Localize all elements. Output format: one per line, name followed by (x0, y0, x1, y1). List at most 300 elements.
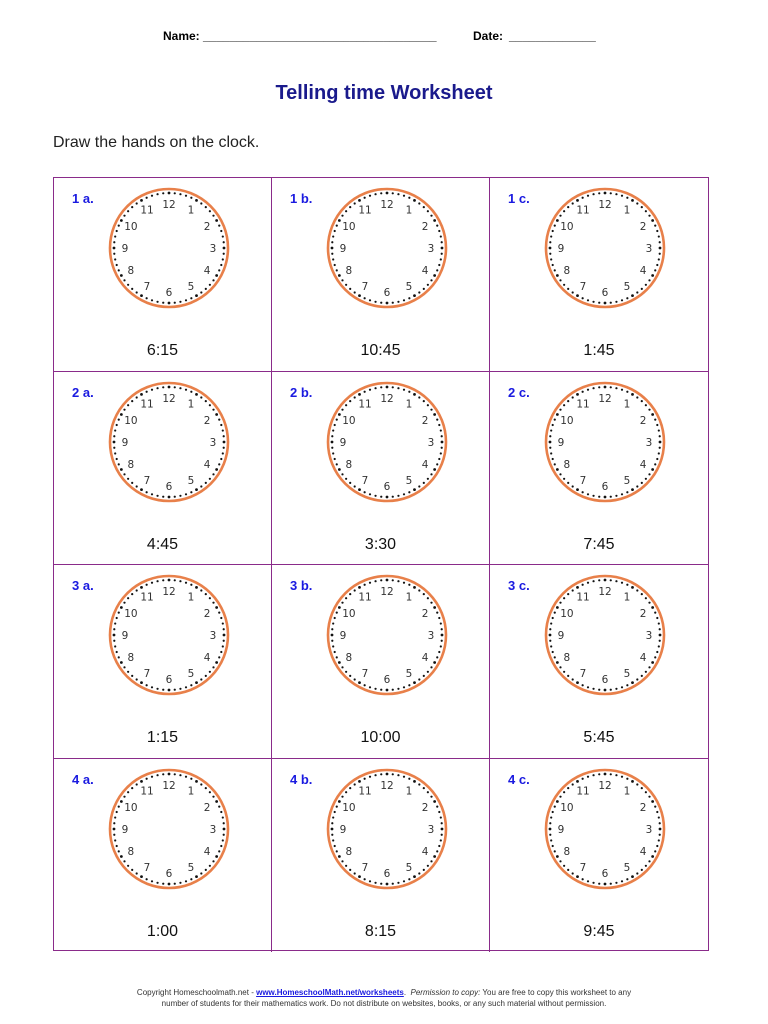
minute-tick (386, 385, 389, 388)
clock-numeral: 5 (623, 280, 631, 293)
minute-tick (114, 816, 116, 818)
minute-tick (374, 580, 376, 582)
minute-tick (397, 193, 399, 195)
minute-tick (550, 452, 552, 454)
minute-tick (332, 235, 334, 237)
minute-tick (345, 210, 347, 212)
clock-numeral: 11 (576, 785, 590, 798)
clock-numeral: 5 (623, 667, 631, 680)
minute-tick (127, 477, 129, 479)
clock-numeral: 1 (623, 785, 631, 798)
minute-tick (174, 192, 176, 194)
minute-tick (408, 197, 410, 199)
minute-tick (114, 429, 116, 431)
minute-tick (200, 783, 202, 785)
clock-numeral: 9 (121, 629, 129, 642)
minute-tick (576, 875, 579, 878)
minute-tick (582, 297, 584, 299)
footer-link[interactable]: www.HomeschoolMath.net/worksheets (256, 988, 404, 997)
minute-tick (549, 247, 552, 250)
minute-tick (179, 387, 181, 389)
clock-face-icon[interactable] (543, 186, 667, 310)
minute-tick (369, 582, 371, 584)
minute-tick (218, 225, 220, 227)
minute-tick (550, 258, 552, 260)
clock-numeral: 3 (645, 629, 653, 642)
clock-numeral: 8 (563, 845, 571, 858)
minute-tick (559, 279, 561, 281)
clock-face-icon[interactable] (107, 186, 231, 310)
minute-tick (615, 494, 617, 496)
minute-tick (332, 839, 334, 841)
minute-tick (223, 446, 225, 448)
problem-cell (54, 178, 272, 372)
clock-numeral: 3 (427, 436, 435, 449)
minute-tick (223, 628, 225, 630)
minute-tick (559, 408, 561, 410)
clock-numeral: 10 (342, 414, 356, 427)
minute-tick (222, 645, 224, 647)
minute-tick (195, 875, 198, 878)
clock-numeral: 4 (639, 651, 647, 664)
minute-tick (364, 390, 366, 392)
minute-tick (572, 396, 574, 398)
minute-tick (659, 241, 661, 243)
target-time: 1:45 (583, 342, 615, 359)
minute-tick (369, 195, 371, 197)
footer-copyright: Copyright Homeschoolmath.net - (136, 988, 257, 997)
minute-tick (358, 681, 361, 684)
minute-tick (113, 247, 116, 250)
minute-tick (156, 301, 158, 303)
minute-tick (587, 880, 589, 882)
minute-tick (631, 294, 634, 297)
minute-tick (151, 195, 153, 197)
minute-tick (168, 385, 171, 388)
minute-tick (659, 446, 661, 448)
clock-numeral: 4 (203, 264, 211, 277)
minute-tick (430, 666, 432, 668)
minute-tick (592, 387, 594, 389)
minute-tick (576, 392, 579, 395)
minute-tick (598, 386, 600, 388)
minute-tick (151, 686, 153, 688)
minute-tick (654, 805, 656, 807)
clock-numeral: 2 (421, 607, 429, 620)
minute-tick (645, 791, 647, 793)
minute-tick (636, 589, 638, 591)
minute-tick (185, 880, 187, 882)
clock-numeral: 11 (576, 204, 590, 217)
minute-tick (331, 628, 333, 630)
minute-tick (413, 392, 416, 395)
minute-tick (610, 689, 612, 691)
clock-numeral: 5 (187, 280, 195, 293)
minute-tick (598, 192, 600, 194)
minute-tick (212, 215, 214, 217)
minute-tick (215, 800, 218, 803)
minute-tick (582, 197, 584, 199)
minute-tick (136, 485, 138, 487)
minute-tick (572, 202, 574, 204)
minute-tick (140, 779, 143, 782)
clock-numeral: 9 (121, 823, 129, 836)
minute-tick (220, 457, 222, 459)
minute-tick (610, 386, 612, 388)
minute-tick (654, 463, 656, 465)
minute-tick (423, 868, 425, 870)
minute-tick (598, 579, 600, 581)
minute-tick (341, 215, 343, 217)
clock-numeral: 11 (576, 591, 590, 604)
minute-tick (212, 860, 214, 862)
clock-face-icon[interactable] (107, 380, 231, 504)
minute-tick (397, 387, 399, 389)
clock-numeral: 12 (598, 585, 612, 598)
minute-tick (554, 269, 556, 271)
minute-tick (146, 491, 148, 493)
clock-numeral: 12 (162, 585, 176, 598)
minute-tick (598, 882, 600, 884)
minute-tick (436, 656, 438, 658)
minute-tick (162, 495, 164, 497)
minute-tick (408, 390, 410, 392)
minute-tick (341, 795, 343, 797)
minute-tick (120, 661, 123, 664)
clock-face-icon[interactable] (325, 186, 449, 310)
minute-tick (220, 810, 222, 812)
minute-tick (559, 860, 561, 862)
minute-tick (215, 219, 218, 222)
minute-tick (386, 495, 389, 498)
clock-face-icon[interactable] (107, 573, 231, 697)
minute-tick (120, 274, 123, 277)
minute-tick (567, 400, 569, 402)
clock-numeral: 11 (140, 398, 154, 411)
clock-face-icon[interactable] (325, 573, 449, 697)
minute-tick (648, 666, 650, 668)
minute-tick (209, 864, 211, 866)
minute-tick (174, 579, 176, 581)
minute-tick (615, 193, 617, 195)
minute-tick (554, 656, 556, 658)
minute-tick (552, 423, 554, 425)
minute-tick (615, 774, 617, 776)
minute-tick (563, 791, 565, 793)
problem-label: 1 c. (508, 191, 530, 206)
minute-tick (345, 791, 347, 793)
minute-tick (374, 387, 376, 389)
minute-tick (440, 816, 442, 818)
minute-tick (441, 435, 443, 437)
minute-tick (380, 192, 382, 194)
minute-tick (576, 586, 579, 589)
minute-tick (136, 396, 138, 398)
minute-tick (140, 199, 143, 202)
clock-numeral: 1 (623, 591, 631, 604)
minute-tick (218, 463, 220, 465)
minute-tick (386, 302, 389, 305)
minute-tick (413, 294, 416, 297)
clock-numeral: 11 (358, 204, 372, 217)
minute-tick (120, 855, 123, 858)
minute-tick (331, 247, 334, 250)
minute-tick (621, 299, 623, 301)
minute-tick (576, 488, 579, 491)
minute-tick (572, 872, 574, 874)
minute-tick (413, 875, 416, 878)
minute-tick (556, 855, 559, 858)
minute-tick (354, 291, 356, 293)
minute-tick (592, 580, 594, 582)
minute-tick (354, 202, 356, 204)
minute-tick (592, 193, 594, 195)
clock-numeral: 10 (342, 607, 356, 620)
minute-tick (341, 666, 343, 668)
clock-numeral: 6 (383, 673, 391, 686)
minute-tick (610, 302, 612, 304)
clock-numeral: 4 (203, 651, 211, 664)
minute-tick (572, 291, 574, 293)
minute-tick (441, 446, 443, 448)
minute-tick (113, 833, 115, 835)
minute-tick (190, 390, 192, 392)
minute-tick (338, 468, 341, 471)
minute-tick (423, 593, 425, 595)
footer-line1: You are free to copy this worksheet to any (480, 988, 632, 997)
minute-tick (610, 773, 612, 775)
minute-tick (334, 651, 336, 653)
minute-tick (567, 787, 569, 789)
minute-tick (438, 457, 440, 459)
minute-tick (200, 202, 202, 204)
clock-numeral: 4 (203, 845, 211, 858)
minute-tick (358, 488, 361, 491)
minute-tick (113, 253, 115, 255)
minute-tick (645, 671, 647, 673)
minute-tick (567, 868, 569, 870)
clock-numeral: 8 (127, 651, 135, 664)
minute-tick (556, 606, 559, 609)
clock-face-icon[interactable] (325, 380, 449, 504)
minute-tick (592, 494, 594, 496)
minute-tick (205, 593, 207, 595)
minute-tick (582, 777, 584, 779)
minute-tick (430, 215, 432, 217)
minute-tick (658, 622, 660, 624)
clock-face-icon[interactable] (325, 767, 449, 891)
minute-tick (185, 493, 187, 495)
minute-tick (123, 408, 125, 410)
minute-tick (554, 805, 556, 807)
minute-tick (659, 833, 661, 835)
minute-tick (146, 297, 148, 299)
minute-tick (626, 297, 628, 299)
clock-numeral: 2 (421, 414, 429, 427)
minute-tick (162, 882, 164, 884)
clock-numeral: 6 (601, 286, 609, 299)
minute-tick (195, 488, 198, 491)
minute-tick (209, 597, 211, 599)
minute-tick (174, 302, 176, 304)
minute-tick (127, 284, 129, 286)
minute-tick (380, 689, 382, 691)
target-time: 5:45 (583, 729, 615, 746)
minute-tick (636, 396, 638, 398)
minute-tick (659, 640, 661, 642)
minute-tick (358, 586, 361, 589)
minute-tick (369, 493, 371, 495)
minute-tick (436, 463, 438, 465)
minute-tick (364, 777, 366, 779)
minute-tick (440, 645, 442, 647)
minute-tick (440, 839, 442, 841)
clock-numeral: 10 (124, 607, 138, 620)
minute-tick (195, 392, 198, 395)
minute-tick (659, 253, 661, 255)
clock-numeral: 12 (598, 392, 612, 405)
minute-tick (358, 199, 361, 202)
minute-tick (136, 202, 138, 204)
clock-numeral: 11 (358, 398, 372, 411)
clock-numeral: 6 (601, 867, 609, 880)
minute-tick (438, 617, 440, 619)
clock-face-icon[interactable] (543, 573, 667, 697)
clock-numeral: 6 (383, 480, 391, 493)
clock-numeral: 1 (405, 591, 413, 604)
clock-numeral: 7 (361, 474, 369, 487)
problem-cell (272, 565, 490, 759)
clock-numeral: 10 (124, 801, 138, 814)
minute-tick (587, 493, 589, 495)
minute-tick (656, 617, 658, 619)
minute-tick (179, 774, 181, 776)
minute-tick (151, 388, 153, 390)
minute-tick (336, 612, 338, 614)
clock-numeral: 2 (203, 801, 211, 814)
minute-tick (397, 301, 399, 303)
minute-tick (636, 678, 638, 680)
minute-tick (146, 777, 148, 779)
clock-face-icon[interactable] (543, 380, 667, 504)
target-time: 4:45 (146, 535, 179, 553)
minute-tick (218, 850, 220, 852)
minute-tick (168, 192, 171, 195)
minute-tick (438, 844, 440, 846)
minute-tick (118, 850, 120, 852)
minute-tick (209, 671, 211, 673)
minute-tick (332, 816, 334, 818)
minute-tick (146, 878, 148, 880)
minute-tick (572, 783, 574, 785)
minute-tick (218, 269, 220, 271)
minute-tick (118, 463, 120, 465)
minute-tick (659, 628, 661, 630)
clock-numeral: 6 (383, 286, 391, 299)
minute-tick (636, 783, 638, 785)
minute-tick (438, 651, 440, 653)
minute-tick (587, 775, 589, 777)
minute-tick (654, 612, 656, 614)
problem-label: 3 a. (72, 578, 94, 593)
minute-tick (559, 473, 561, 475)
minute-tick (374, 688, 376, 690)
minute-tick (556, 274, 559, 277)
clock-numeral: 4 (639, 458, 647, 471)
minute-tick (116, 810, 118, 812)
clock-face-icon[interactable] (543, 767, 667, 891)
clock-numeral: 3 (209, 629, 217, 642)
minute-tick (563, 477, 565, 479)
minute-tick (436, 225, 438, 227)
minute-tick (354, 678, 356, 680)
minute-tick (552, 617, 554, 619)
minute-tick (418, 872, 420, 874)
minute-tick (554, 418, 556, 420)
minute-tick (118, 805, 120, 807)
minute-tick (222, 839, 224, 841)
minute-tick (587, 582, 589, 584)
minute-tick (582, 491, 584, 493)
minute-tick (336, 656, 338, 658)
clock-numeral: 5 (405, 861, 413, 874)
clock-numeral: 4 (421, 458, 429, 471)
clock-numeral: 6 (165, 673, 173, 686)
minute-tick (610, 495, 612, 497)
minute-tick (200, 872, 202, 874)
minute-tick (436, 269, 438, 271)
minute-tick (223, 833, 225, 835)
clock-face-icon[interactable] (107, 767, 231, 891)
minute-tick (190, 684, 192, 686)
minute-tick (195, 681, 198, 684)
minute-tick (648, 279, 650, 281)
minute-tick (345, 284, 347, 286)
minute-tick (358, 875, 361, 878)
minute-tick (200, 485, 202, 487)
minute-tick (645, 597, 647, 599)
minute-tick (572, 485, 574, 487)
clock-numeral: 2 (203, 414, 211, 427)
target-time: 1:15 (146, 729, 179, 746)
minute-tick (626, 197, 628, 199)
clock-numeral: 12 (162, 779, 176, 792)
minute-tick (114, 452, 116, 454)
minute-tick (113, 435, 115, 437)
minute-tick (332, 622, 334, 624)
clock-numeral: 7 (143, 474, 151, 487)
minute-tick (174, 882, 176, 884)
name-field[interactable]: ___________________________________ (203, 29, 437, 43)
minute-tick (397, 881, 399, 883)
minute-tick (423, 787, 425, 789)
problem-cell (272, 372, 490, 566)
minute-tick (334, 264, 336, 266)
date-field[interactable]: _____________ (509, 29, 596, 43)
clock-numeral: 12 (380, 198, 394, 211)
minute-tick (440, 452, 442, 454)
minute-tick (433, 274, 436, 277)
minute-tick (645, 864, 647, 866)
minute-tick (156, 580, 158, 582)
minute-tick (651, 219, 654, 222)
minute-tick (185, 582, 187, 584)
minute-tick (215, 413, 218, 416)
minute-tick (631, 586, 634, 589)
clock-numeral: 4 (639, 264, 647, 277)
clock-numeral: 10 (124, 220, 138, 233)
minute-tick (572, 589, 574, 591)
